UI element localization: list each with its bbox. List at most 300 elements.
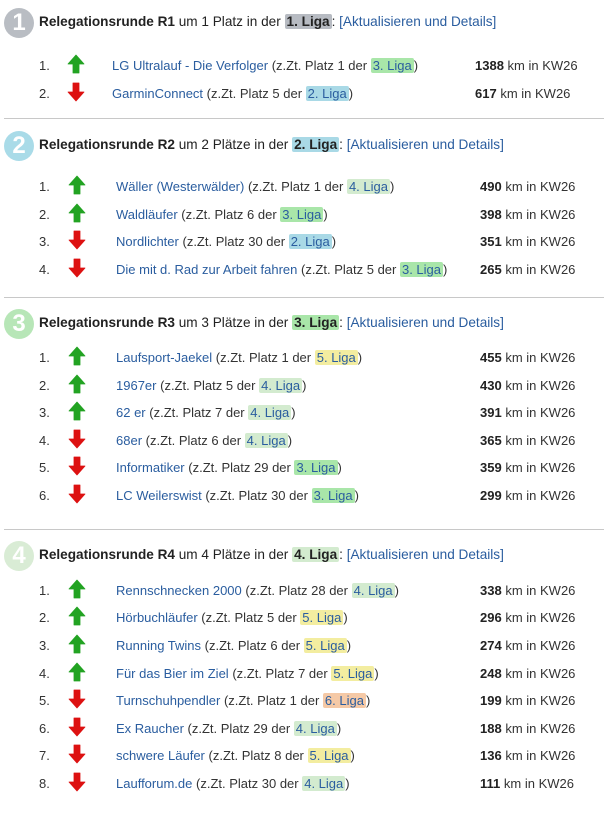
team-name-link[interactable]: Rennschnecken 2000 (116, 583, 242, 598)
week-label: KW26 (540, 234, 576, 249)
current-league-der: der (233, 378, 260, 393)
team-name-link[interactable]: Für das Bier im Ziel (116, 666, 229, 681)
current-league-der: der (262, 234, 289, 249)
team-name-link[interactable]: Turnschuhpendler (116, 693, 221, 708)
km-value: 490 (480, 179, 502, 194)
team-name-link[interactable]: LG Ultralauf - Die Verfolger (112, 58, 269, 73)
week-label: KW26 (540, 610, 576, 625)
team-entry (112, 58, 418, 73)
weekly-km (480, 179, 575, 194)
arrow-up-icon (68, 606, 86, 626)
current-league-der: der (279, 86, 306, 101)
round-title: Relegationsrunde R1 (39, 14, 175, 29)
current-league-der: der (344, 58, 371, 73)
current-place-close: ) (394, 583, 399, 598)
team-row (0, 81, 604, 108)
weekly-km (480, 378, 575, 393)
section-divider (4, 118, 604, 119)
current-league-chip[interactable]: 3. Liga (296, 460, 336, 475)
km-unit: km in (501, 638, 540, 653)
team-name-link[interactable]: Die mit d. Rad zur Arbeit fahren (116, 262, 298, 277)
current-place-number: 29 (254, 460, 269, 475)
team-row (0, 743, 604, 770)
current-place-label: (z.Zt. Platz (215, 350, 282, 365)
team-name-link[interactable]: Running Twins (116, 638, 202, 653)
team-name-link[interactable]: 62 er (116, 405, 146, 420)
current-place-close: ) (287, 433, 293, 448)
current-league-chip[interactable]: 4. Liga (353, 583, 393, 598)
km-value: 338 (480, 583, 502, 598)
current-place-label: (z.Zt. Platz (245, 583, 312, 598)
current-league-chip[interactable]: 3. Liga (372, 58, 412, 73)
team-entry (116, 583, 399, 598)
team-row (0, 771, 604, 798)
current-place-label: (z.Zt. Platz (187, 721, 254, 736)
week-label: KW26 (540, 638, 576, 653)
km-value: 274 (480, 638, 502, 653)
current-place-number: 5 (267, 610, 275, 625)
km-value: 299 (480, 488, 502, 503)
current-place-number: 1 (289, 693, 297, 708)
team-entry (116, 433, 292, 448)
km-value: 265 (480, 262, 502, 277)
current-league-chip[interactable]: 2. Liga (307, 86, 347, 101)
rank-number: 2. (39, 610, 50, 625)
weekly-km (480, 693, 575, 708)
current-place-close: ) (365, 693, 371, 708)
update-details-link[interactable]: [Aktualisieren und Details] (346, 315, 504, 330)
current-place-number: 5 (366, 262, 374, 277)
km-unit: km in (501, 179, 540, 194)
current-place-label: (z.Zt. Platz (182, 234, 249, 249)
week-label: KW26 (540, 179, 576, 194)
current-league-chip[interactable]: 6. Liga (324, 693, 364, 708)
weekly-km (480, 405, 575, 420)
km-value: 199 (480, 693, 502, 708)
round-subtitle: um 4 Plätze in der (174, 547, 293, 562)
current-league-der: der (320, 179, 347, 194)
arrow-up-icon (67, 54, 85, 74)
km-unit: km in (501, 234, 540, 249)
current-league-chip[interactable]: 5. Liga (309, 748, 349, 763)
km-value: 430 (480, 378, 502, 393)
current-league-der: der (267, 721, 294, 736)
arrow-down-icon (68, 230, 86, 250)
current-place-label: (z.Zt. Platz (188, 460, 254, 475)
km-value: 296 (480, 610, 502, 625)
km-value: 136 (480, 748, 502, 763)
team-entry (116, 638, 351, 653)
week-label: KW26 (538, 776, 574, 791)
team-entry (116, 693, 370, 708)
team-row (0, 400, 604, 427)
current-place-number: 1 (281, 350, 289, 365)
week-label: KW26 (540, 262, 576, 277)
weekly-km (480, 610, 575, 625)
current-place-number: 8 (274, 748, 282, 763)
current-place-number: 30 (261, 776, 277, 791)
section-title (39, 547, 504, 562)
arrow-down-icon (68, 484, 86, 504)
section-title (39, 14, 496, 29)
week-label: KW26 (540, 721, 576, 736)
section-header (0, 541, 604, 571)
current-place-label: (z.Zt. Platz (181, 207, 248, 222)
arrow-down-icon (68, 689, 86, 709)
weekly-km (480, 721, 575, 736)
current-league-der: der (274, 610, 301, 625)
current-place-label: (z.Zt. Platz (204, 638, 271, 653)
team-name-link[interactable]: Wäller (Westerwälder) (116, 179, 245, 194)
team-name-link[interactable]: Informatiker (116, 460, 185, 475)
current-league-chip[interactable]: 4. Liga (246, 433, 286, 448)
current-league-chip[interactable]: 4. Liga (295, 721, 335, 736)
current-league-der: der (277, 638, 304, 653)
current-place-number: 6 (247, 207, 255, 222)
week-label: KW26 (540, 405, 576, 420)
weekly-km (480, 433, 575, 448)
section-header (0, 8, 604, 38)
current-league-chip[interactable]: 3. Liga (313, 488, 353, 503)
current-league-der: der (218, 433, 245, 448)
current-place-close: ) (443, 262, 448, 277)
current-place-close: ) (343, 610, 348, 625)
current-place-number: 5 (225, 378, 234, 393)
rank-number: 1. (39, 179, 50, 194)
km-value: 391 (480, 405, 502, 420)
team-row (0, 174, 604, 201)
current-place-number: 1 (313, 179, 321, 194)
current-place-close: ) (346, 638, 352, 653)
weekly-km (480, 350, 575, 365)
current-league-chip[interactable]: 2. Liga (290, 234, 330, 249)
rank-number: 1. (39, 350, 50, 365)
rank-number: 2. (39, 86, 50, 101)
week-label: KW26 (542, 58, 578, 73)
current-league-chip[interactable]: 5. Liga (333, 666, 373, 681)
rank-number: 3. (39, 638, 50, 653)
update-details-link[interactable]: [Aktualisieren und Details] (346, 547, 504, 562)
week-label: KW26 (540, 583, 576, 598)
current-place-close: ) (337, 460, 342, 475)
current-league-chip[interactable]: 4. Liga (304, 776, 344, 791)
current-place-close: ) (331, 234, 337, 249)
team-row (0, 229, 604, 256)
current-league-chip[interactable]: 5. Liga (305, 638, 345, 653)
team-name-link[interactable]: Waldläufer (116, 207, 178, 222)
current-place-close: ) (374, 666, 379, 681)
km-unit: km in (501, 433, 540, 448)
arrow-down-icon (68, 717, 86, 737)
weekly-km (480, 460, 575, 475)
km-value: 351 (480, 234, 502, 249)
team-row (0, 455, 604, 482)
section-header (0, 309, 604, 339)
team-entry (116, 488, 359, 503)
current-league-chip[interactable]: 3. Liga (401, 262, 442, 277)
round-title: Relegationsrunde R4 (39, 547, 175, 562)
km-value: 398 (480, 207, 502, 222)
update-details-link[interactable]: [Aktualisieren und Details] (339, 14, 497, 29)
week-label: KW26 (540, 378, 576, 393)
current-place-close: ) (345, 776, 350, 791)
round-title: Relegationsrunde R3 (39, 315, 175, 330)
team-row (0, 202, 604, 229)
km-value: 248 (480, 666, 502, 681)
current-place-number: 1 (337, 58, 345, 73)
arrow-down-icon (67, 82, 85, 102)
round-number-badge: 4 (4, 541, 34, 571)
rank-number: 3. (39, 234, 50, 249)
section-title (39, 137, 504, 152)
league-label: 3. Liga (294, 315, 338, 330)
current-league-chip[interactable]: 4. Liga (261, 378, 301, 393)
weekly-km (480, 234, 575, 249)
km-unit: km in (500, 776, 539, 791)
current-place-label: (z.Zt. Platz (206, 86, 273, 101)
current-place-number: 30 (271, 488, 286, 503)
arrow-down-icon (68, 744, 86, 764)
round-title: Relegationsrunde R2 (39, 137, 175, 152)
team-name-link[interactable]: 1967er (116, 378, 157, 393)
section-divider (4, 529, 604, 530)
weekly-km (480, 638, 575, 653)
team-row (0, 688, 604, 715)
current-place-close: ) (354, 488, 359, 503)
current-place-number: 30 (248, 234, 263, 249)
rank-number: 4. (39, 262, 50, 277)
arrow-down-icon (68, 429, 86, 449)
team-row (0, 578, 604, 605)
current-place-label: (z.Zt. Platz (208, 748, 275, 763)
team-entry (116, 262, 447, 277)
km-value: 359 (480, 460, 502, 475)
team-row (0, 345, 604, 372)
arrow-up-icon (68, 401, 86, 421)
weekly-km (480, 666, 575, 681)
title-colon: : (339, 137, 347, 152)
team-row (0, 257, 604, 284)
team-name-link[interactable]: Hörbuchläufer (116, 610, 198, 625)
team-name-link[interactable]: schwere Läufer (116, 748, 205, 763)
team-name-link[interactable]: Nordlichter (116, 234, 179, 249)
km-value: 1388 (475, 58, 504, 73)
current-place-close: ) (348, 86, 354, 101)
km-unit: km in (501, 748, 540, 763)
km-unit: km in (501, 350, 540, 365)
current-place-label: (z.Zt. Platz (205, 488, 272, 503)
current-place-label: (z.Zt. Platz (247, 179, 314, 194)
current-place-close: ) (357, 350, 363, 365)
round-subtitle: um 3 Plätze in der (174, 315, 293, 330)
arrow-up-icon (68, 203, 86, 223)
round-number-badge: 3 (4, 309, 34, 339)
week-label: KW26 (540, 693, 576, 708)
km-unit: km in (501, 488, 540, 503)
arrow-up-icon (68, 374, 86, 394)
km-unit: km in (501, 207, 540, 222)
current-league-der: der (254, 207, 281, 222)
current-place-number: 28 (311, 583, 326, 598)
current-place-number: 7 (215, 405, 223, 420)
km-unit: km in (501, 262, 540, 277)
rank-number: 1. (39, 58, 50, 73)
km-unit: km in (501, 405, 540, 420)
current-place-label: (z.Zt. Platz (201, 610, 268, 625)
km-unit: km in (501, 460, 540, 475)
title-colon: : (331, 14, 340, 29)
team-name-link[interactable]: 68er (116, 433, 143, 448)
current-league-der: der (222, 405, 249, 420)
arrow-down-icon (68, 258, 86, 278)
round-subtitle: um 1 Platz in der (174, 14, 285, 29)
km-unit: km in (501, 378, 540, 393)
weekly-km (480, 488, 575, 503)
km-unit: km in (503, 58, 543, 73)
weekly-km (480, 262, 575, 277)
rank-number: 4. (39, 433, 50, 448)
rank-number: 3. (39, 405, 50, 420)
week-label: KW26 (540, 666, 576, 681)
current-league-der: der (296, 693, 323, 708)
section-header (0, 131, 604, 161)
current-place-close: ) (336, 721, 342, 736)
arrow-up-icon (68, 634, 86, 654)
km-unit: km in (501, 666, 540, 681)
km-unit: km in (496, 86, 535, 101)
current-league-der: der (325, 583, 352, 598)
rank-number: 4. (39, 666, 50, 681)
km-value: 365 (480, 433, 502, 448)
league-label: 4. Liga (294, 547, 338, 562)
current-place-close: ) (413, 58, 419, 73)
team-row (0, 483, 604, 510)
team-row (0, 53, 604, 80)
team-entry (116, 721, 341, 736)
team-name-link[interactable]: GarminConnect (112, 86, 204, 101)
team-entry (112, 86, 353, 101)
update-details-link[interactable]: [Aktualisieren und Details] (346, 137, 504, 152)
current-league-der: der (268, 460, 295, 475)
team-entry (116, 378, 306, 393)
team-name-link[interactable]: Laufsport-Jaekel (116, 350, 213, 365)
current-place-number: 7 (298, 666, 306, 681)
team-row (0, 661, 604, 688)
weekly-km (480, 583, 575, 598)
team-entry (116, 666, 379, 681)
current-league-der: der (373, 262, 400, 277)
team-entry (116, 350, 362, 365)
week-label: KW26 (540, 488, 576, 503)
current-place-label: (z.Zt. Platz (196, 776, 262, 791)
current-place-label: (z.Zt. Platz (271, 58, 338, 73)
current-place-label: (z.Zt. Platz (223, 693, 290, 708)
rank-number: 2. (39, 378, 50, 393)
team-row (0, 633, 604, 660)
km-value: 455 (480, 350, 502, 365)
current-place-number: 5 (272, 86, 280, 101)
current-league-chip[interactable]: 5. Liga (316, 350, 356, 365)
week-label: KW26 (540, 460, 576, 475)
team-entry (116, 776, 350, 791)
arrow-down-icon (68, 456, 86, 476)
team-row (0, 428, 604, 455)
team-name-link[interactable]: LC Weilerswist (116, 488, 202, 503)
rank-number: 5. (39, 460, 50, 475)
rank-number: 6. (39, 488, 50, 503)
current-league-der: der (288, 350, 315, 365)
rank-number: 2. (39, 207, 50, 222)
team-entry (116, 610, 348, 625)
weekly-km (475, 86, 570, 101)
title-colon: : (339, 315, 347, 330)
current-league-chip[interactable]: 5. Liga (302, 610, 342, 625)
current-league-chip[interactable]: 4. Liga (348, 179, 388, 194)
rank-number: 1. (39, 583, 50, 598)
round-number-badge: 1 (4, 8, 34, 38)
current-place-label: (z.Zt. Platz (300, 262, 367, 277)
arrow-up-icon (68, 175, 86, 195)
current-place-label: (z.Zt. Platz (160, 378, 226, 393)
team-entry (116, 405, 296, 420)
team-row (0, 605, 604, 632)
league-label: 2. Liga (294, 137, 338, 152)
current-league-der: der (305, 666, 332, 681)
round-subtitle: um 2 Plätze in der (174, 137, 293, 152)
week-label: KW26 (540, 433, 576, 448)
rank-number: 6. (39, 721, 50, 736)
current-league-chip[interactable]: 4. Liga (250, 405, 290, 420)
section-divider (4, 297, 604, 298)
team-row (0, 373, 604, 400)
league-label: 1. Liga (286, 14, 330, 29)
current-place-label: (z.Zt. Platz (232, 666, 299, 681)
arrow-up-icon (68, 579, 86, 599)
current-place-number: 29 (253, 721, 268, 736)
km-value: 617 (475, 86, 497, 101)
team-name-link[interactable]: Ex Raucher (116, 721, 184, 736)
current-place-close: ) (291, 405, 296, 420)
team-name-link[interactable]: Laufforum.de (116, 776, 193, 791)
week-label: KW26 (540, 748, 576, 763)
km-unit: km in (501, 610, 540, 625)
current-league-chip[interactable]: 3. Liga (282, 207, 322, 222)
team-row (0, 716, 604, 743)
rank-number: 8. (39, 776, 50, 791)
km-unit: km in (501, 693, 540, 708)
team-entry (116, 234, 336, 249)
week-label: KW26 (540, 207, 576, 222)
current-place-close: ) (302, 378, 307, 393)
current-league-der: der (281, 748, 308, 763)
current-place-number: 6 (270, 638, 278, 653)
rank-number: 5. (39, 693, 50, 708)
current-place-label: (z.Zt. Platz (149, 405, 215, 420)
rank-number: 7. (39, 748, 50, 763)
current-league-der: der (285, 488, 312, 503)
title-colon: : (339, 547, 347, 562)
current-place-close: ) (323, 207, 328, 222)
current-league-der: der (276, 776, 303, 791)
km-value: 111 (480, 776, 501, 791)
arrow-down-icon (68, 772, 86, 792)
team-entry (116, 207, 328, 222)
section-title (39, 315, 504, 330)
weekly-km (480, 207, 575, 222)
km-value: 188 (480, 721, 502, 736)
weekly-km (475, 58, 578, 73)
team-entry (116, 460, 342, 475)
